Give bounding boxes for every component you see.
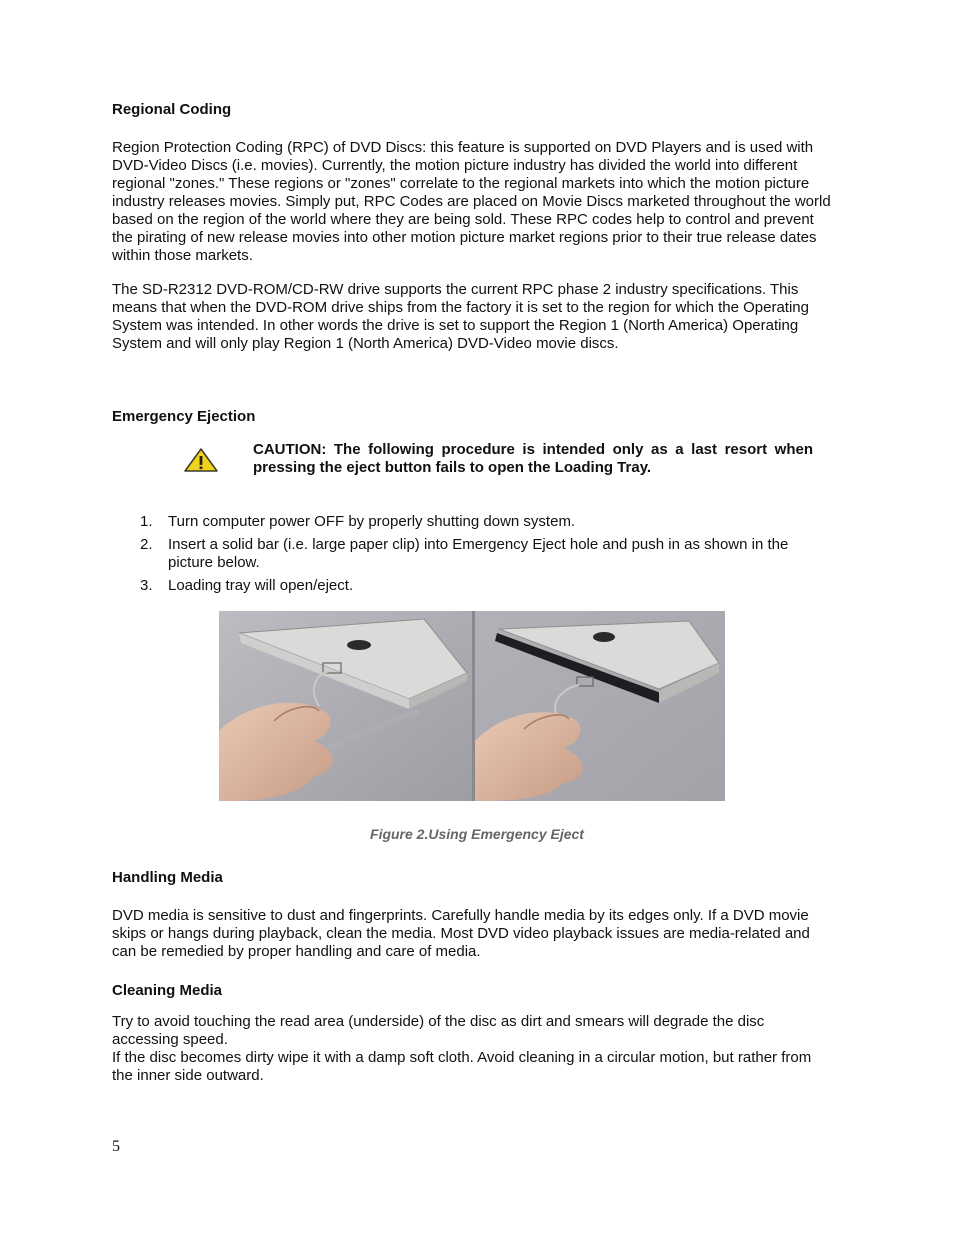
caution-notice: CAUTION: The following procedure is intended only as a last resort when pressing the eject button fails to open the Loading Tray. bbox=[253, 441, 813, 476]
emergency-ejection-heading: Emergency Ejection bbox=[112, 408, 256, 425]
handling-media-heading: Handling Media bbox=[112, 869, 223, 886]
list-item bbox=[112, 513, 832, 531]
step-text: Loading tray will open/eject. bbox=[168, 577, 354, 594]
step-number: 2. bbox=[140, 536, 153, 553]
regional-coding-paragraph-1: Region Protection Coding (RPC) of DVD Discs: this feature is supported on DVD Players and is used with DVD-Video Discs (i.e. movies). Currently, the motion picture industry has divided the world into different regional "zones." These regions or "zones" correlate to the regional markets into which the motion picture industry releases movies. Simply put, RPC Codes are placed on Movie Discs marketed throughout the world based on the region of the world where they are being sold. These RPC codes help to control and prevent the pirating of new release movies into other motion picture market regions prior to their true release dates within those markets. bbox=[112, 139, 831, 264]
cleaning-media-paragraph-1: Try to avoid touching the read area (underside) of the disc as dirt and smears will degrade the disc accessing speed. bbox=[112, 1013, 765, 1048]
warning-triangle-icon bbox=[183, 447, 219, 473]
list-item bbox=[112, 536, 832, 572]
step-text: Insert a solid bar (i.e. large paper clip) into Emergency Eject hole and push in as shown in the picture below. bbox=[168, 536, 789, 571]
emergency-eject-photo bbox=[219, 611, 725, 801]
regional-coding-paragraph-2: The SD-R2312 DVD-ROM/CD-RW drive supports the current RPC phase 2 industry specifications. This means that when the DVD-ROM drive ships from the factory it is set to the region for which the Operating System was intended. In other words the drive is set to support the Region 1 (North America) Operating System and will only play Region 1 (North America) DVD-Video movie discs. bbox=[112, 281, 809, 352]
ejection-steps-list bbox=[112, 513, 832, 600]
cleaning-media-heading: Cleaning Media bbox=[112, 982, 223, 999]
page-number: 5 bbox=[112, 1138, 120, 1155]
figure-caption: Figure 2.Using Emergency Eject bbox=[370, 826, 584, 842]
handling-media-paragraph: DVD media is sensitive to dust and fingerprints. Carefully handle media by its edges only. If a DVD movie skips or hangs during playback, clean the media. Most DVD video playback issues are media-related and can be remedied by proper handling and care of media. bbox=[112, 907, 810, 960]
step-number: 1. bbox=[140, 513, 153, 530]
cleaning-media-paragraph-2: If the disc becomes dirty wipe it with a damp soft cloth. Avoid cleaning in a circular motion, but rather from the inner side outward. bbox=[112, 1049, 812, 1084]
list-item bbox=[112, 577, 832, 595]
step-text: Turn computer power OFF by properly shutting down system. bbox=[168, 513, 576, 530]
regional-coding-heading: Regional Coding bbox=[112, 101, 232, 118]
step-number: 3. bbox=[140, 577, 153, 594]
